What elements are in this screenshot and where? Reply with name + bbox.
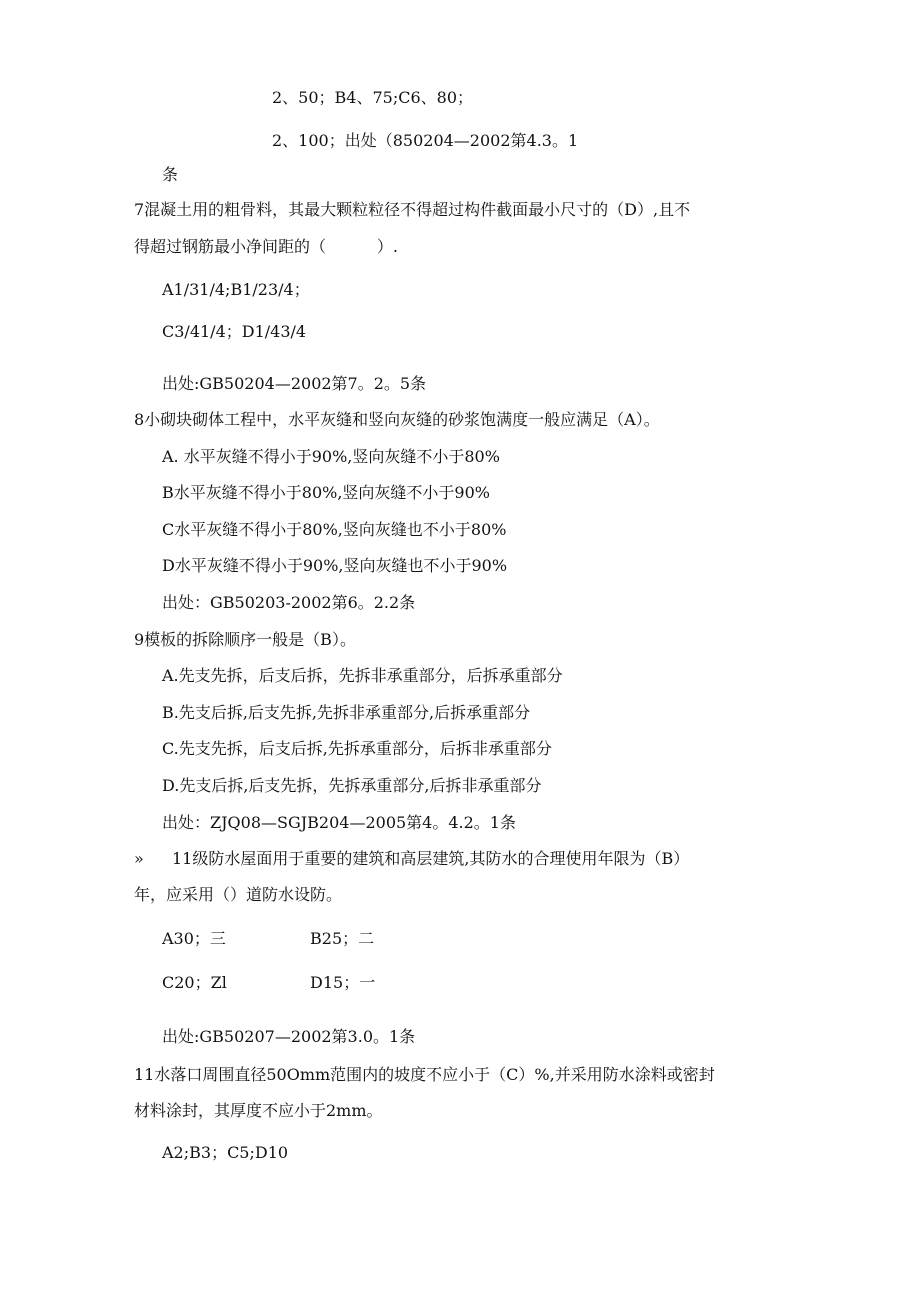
answer-options-line-2: 2、100；出处（850204—2002第4.3。1 xyxy=(272,131,579,150)
question-9-option-b: B.先支后拆,后支先拆,先拆非承重部分,后拆承重部分 xyxy=(162,703,531,722)
question-11-line-2: 材料涂封，其厚度不应小于2mm。 xyxy=(134,1101,383,1120)
question-8-option-b: B水平灰缝不得小于80%,竖向灰缝不小于90% xyxy=(162,483,490,502)
question-11-line-1: 11水落口周围直径50Omm范围内的坡度不应小于（C）%,并采用防水涂料或密封 xyxy=(134,1065,715,1084)
question-10-option-b: B25；二 xyxy=(310,929,375,948)
question-7-options-1: A1/31/4;B1/23/4； xyxy=(162,280,310,299)
question-8: 8小砌块砌体工程中，水平灰缝和竖向灰缝的砂浆饱满度一般应满足（A）。 xyxy=(134,410,660,429)
question-9-option-c: C.先支先拆，后支后拆,先拆承重部分，后拆非承重部分 xyxy=(162,739,552,758)
question-10-option-c: C20；Zl xyxy=(162,973,227,992)
question-7-source: 出处:GB50204—2002第7。2。5条 xyxy=(162,374,427,393)
answer-options-line-1: 2、50；B4、75;C6、80； xyxy=(272,88,474,107)
question-9: 9模板的拆除顺序一般是（B）。 xyxy=(134,630,356,649)
question-10-line-1: 11级防水屋面用于重要的建筑和高层建筑,其防水的合理使用年限为（B） xyxy=(172,849,690,868)
question-7-options-2: C3/41/4；D1/43/4 xyxy=(162,322,307,341)
question-9-option-d: D.先支后拆,后支先拆，先拆承重部分,后拆非承重部分 xyxy=(162,776,542,795)
question-9-source: 出处：ZJQ08—SGJB204—2005第4。4.2。1条 xyxy=(162,813,516,832)
question-7-line-2: 得超过钢筋最小净间距的（ ）. xyxy=(134,237,398,256)
question-10-option-a: A30；三 xyxy=(162,929,226,948)
question-10-marker: » xyxy=(134,849,144,868)
question-8-option-d: D水平灰缝不得小于90%,竖向灰缝也不小于90% xyxy=(162,556,508,575)
question-10-source: 出处:GB50207—2002第3.0。1条 xyxy=(162,1027,416,1046)
question-10-option-d: D15；一 xyxy=(310,973,376,992)
question-10-line-2: 年，应采用（）道防水设防。 xyxy=(134,885,343,904)
question-9-option-a: A.先支先拆，后支后拆，先拆非承重部分，后拆承重部分 xyxy=(162,666,563,685)
question-11-options: A2;B3；C5;D10 xyxy=(162,1143,289,1162)
answer-options-line-3: 条 xyxy=(162,165,179,184)
question-8-option-a: A. 水平灰缝不得小于90%,竖向灰缝不小于80% xyxy=(162,447,500,466)
question-7-line-1: 7混凝土用的粗骨料，其最大颗粒粒径不得超过构件截面最小尺寸的（D）,且不 xyxy=(134,200,691,219)
question-8-option-c: C水平灰缝不得小于80%,竖向灰缝也不小于80% xyxy=(162,520,507,539)
question-8-source: 出处：GB50203-2002第6。2.2条 xyxy=(162,593,416,612)
